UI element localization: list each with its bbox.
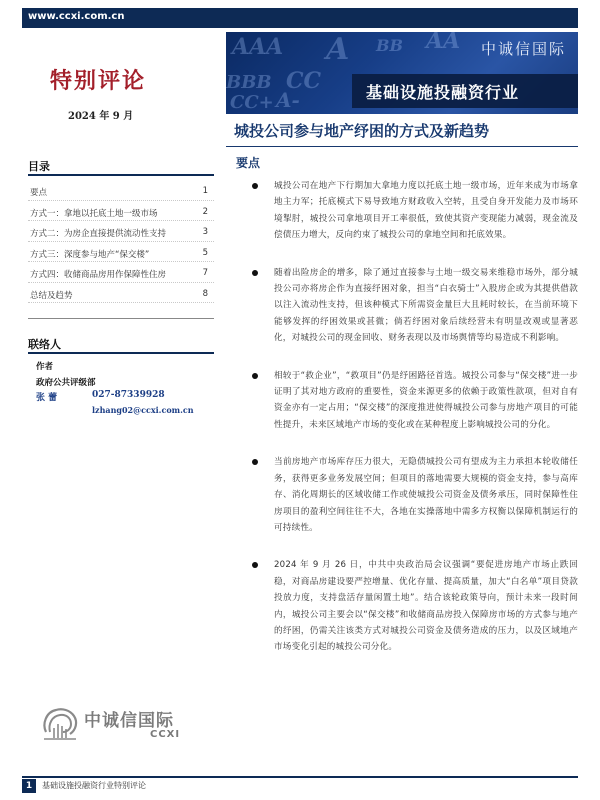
logo-text-en: CCXI <box>150 729 181 740</box>
bullet-icon <box>252 373 258 379</box>
list-item <box>248 265 578 347</box>
banner-bg-letter: AAA <box>232 34 284 60</box>
bullet-icon <box>252 562 258 568</box>
header-bar <box>22 8 578 28</box>
banner-org: 中诚信国际 <box>480 40 566 58</box>
keypoints-list <box>248 178 578 677</box>
banner-bg-letter: BB <box>376 36 404 55</box>
banner-industry: 基础设施投融资行业 <box>366 83 520 102</box>
company-logo <box>40 702 200 746</box>
banner-bg-letter: CC+ <box>230 92 274 113</box>
report-type: 特别评论 <box>50 68 147 94</box>
bullet-text: 2024 年 9 月 26 日，中共中央政治局会议强调“要促进房地产市场止跌回稳，对商品房建设要严控增量、优化存量、提高质量，加大“白名单”项目贷款投放力度，支持盘活存量闲置土地”。结合该轮政策导向，预计未来一段时间内，城投公司主要会以“保交楼”和收储商品房投入保障房市场的方式参与地产的纾困，仍需关注该类方式对城投公司资金及债务造成的压力，以及区域地产市场变化引起的城投公司分化。 <box>274 560 578 653</box>
contact-title: 联络人 <box>28 338 61 351</box>
bullet-text: 相较于“救企业”，“救项目”仍是纾困路径首选。城投公司参与“保交楼”进一步证明了其对地方政府的重要性，资金来源更多的依赖于政策性款项，但对自有资金亦有一定占用；“保交楼”的深度推进使得城投公司参与房地产项目的可能性提升，未来区域地产市场的变化或在某种程度上影响城投公司的分化。 <box>274 370 578 430</box>
toc-item[interactable] <box>28 242 214 263</box>
toc-item-label: 要点 <box>30 188 48 198</box>
toc-item[interactable] <box>28 180 214 201</box>
banner-bg-letter: A- <box>276 88 300 112</box>
footer-text: 基础设施投融资行业特别评论 <box>42 781 146 790</box>
author-phone[interactable]: 027-87339928 <box>92 390 165 400</box>
report-date: 2024 年 9 月 <box>68 111 134 122</box>
banner-bg-letter: A <box>326 32 350 67</box>
toc-divider <box>28 174 214 176</box>
bullet-icon <box>252 270 258 276</box>
toc-item-page: 5 <box>202 247 208 258</box>
list-item <box>248 454 578 536</box>
toc-item[interactable] <box>28 262 214 283</box>
toc-item[interactable] <box>28 201 214 222</box>
toc-item-label: 方式二：为房企直接提供流动性支持 <box>30 229 167 239</box>
page-title: 城投公司参与地产纾困的方式及新趋势 <box>234 122 490 140</box>
toc-item-label: 方式四：收储商品房用作保障性住房 <box>30 270 167 280</box>
bullet-text: 随着出险房企的增多，除了通过直接参与土地一级交易来维稳市场外，部分城投公司亦将房企作为直接纾困对象，担当“白衣骑士”入股房企或为其提供借款以注入流动性支持，但该种模式下所需资金量巨大且耗时较长，在当前环境下能够发挥的纾困效果或甚微；倘若纾困对象后续经营未有明显改观或显著恶化，对城投公司的现金回收、财务表现以及市场舆情等均易造成不利影响。 <box>274 267 578 344</box>
list-item <box>248 178 578 244</box>
toc-item-page: 8 <box>202 288 208 299</box>
banner <box>226 32 578 114</box>
toc-item[interactable] <box>28 283 214 304</box>
banner-bg-letter: BBB <box>226 72 272 93</box>
toc-item-page: 2 <box>202 206 208 217</box>
page-number: 1 <box>22 779 36 793</box>
toc-list <box>28 180 214 303</box>
toc-item-page: 7 <box>202 268 208 278</box>
keypoints-heading: 要点 <box>236 156 261 170</box>
header-url[interactable]: www.ccxi.com.cn <box>28 11 125 22</box>
title-divider <box>226 146 578 147</box>
bullet-icon <box>252 459 258 465</box>
banner-bg-letter: CC <box>286 68 322 94</box>
toc-item[interactable] <box>28 221 214 242</box>
author-label: 作者 <box>36 362 54 372</box>
bullet-text: 当前房地产市场库存压力很大，无隐债城投公司有望成为主力承担本轮收储任务，获得更多业务发展空间；但项目的落地需要大规模的资金支持，参与高库存、消化周期长的区域收储工作或使城投公司资金及债务承压，同时保障性住房项目的盈利空间往往不大，各地在实操落地中需多方权衡以保障机制运行的可持续性。 <box>274 457 578 533</box>
author-email[interactable]: lzhang02@ccxi.com.cn <box>92 405 194 415</box>
ccxi-logo-icon <box>40 702 82 744</box>
toc-item-label: 方式三：深度参与地产“保交楼” <box>30 249 150 260</box>
list-item <box>248 368 578 434</box>
list-item <box>248 557 578 655</box>
department: 政府公共评级部 <box>36 378 96 388</box>
toc-item-label: 方式一：拿地以托底土地一级市场 <box>30 208 158 219</box>
footer-divider <box>22 776 578 778</box>
bullet-text: 城投公司在地产下行期加大拿地力度以托底土地一级市场，近年来成为市场拿地主力军；托底模式下易导致地方财政收入空转，且受自身开发能力及市场环境掣肘，城投公司拿地项目开工率很低，致使其资产变现能力减弱，现金流及偿债压力增大，反向约束了城投公司的拿地空间和托底效果。 <box>274 181 578 241</box>
toc-end-divider <box>28 318 214 319</box>
toc-item-page: 3 <box>202 227 208 237</box>
author-name: 张 蕾 <box>36 393 58 403</box>
toc-title: 目录 <box>28 160 50 173</box>
contact-divider <box>28 352 214 354</box>
toc-item-label: 总结及趋势 <box>30 290 73 301</box>
bullet-icon <box>252 183 258 189</box>
logo-text-cn: 中诚信国际 <box>84 711 174 731</box>
banner-bg-letter: AA <box>426 32 461 54</box>
toc-item-page: 1 <box>202 186 208 196</box>
